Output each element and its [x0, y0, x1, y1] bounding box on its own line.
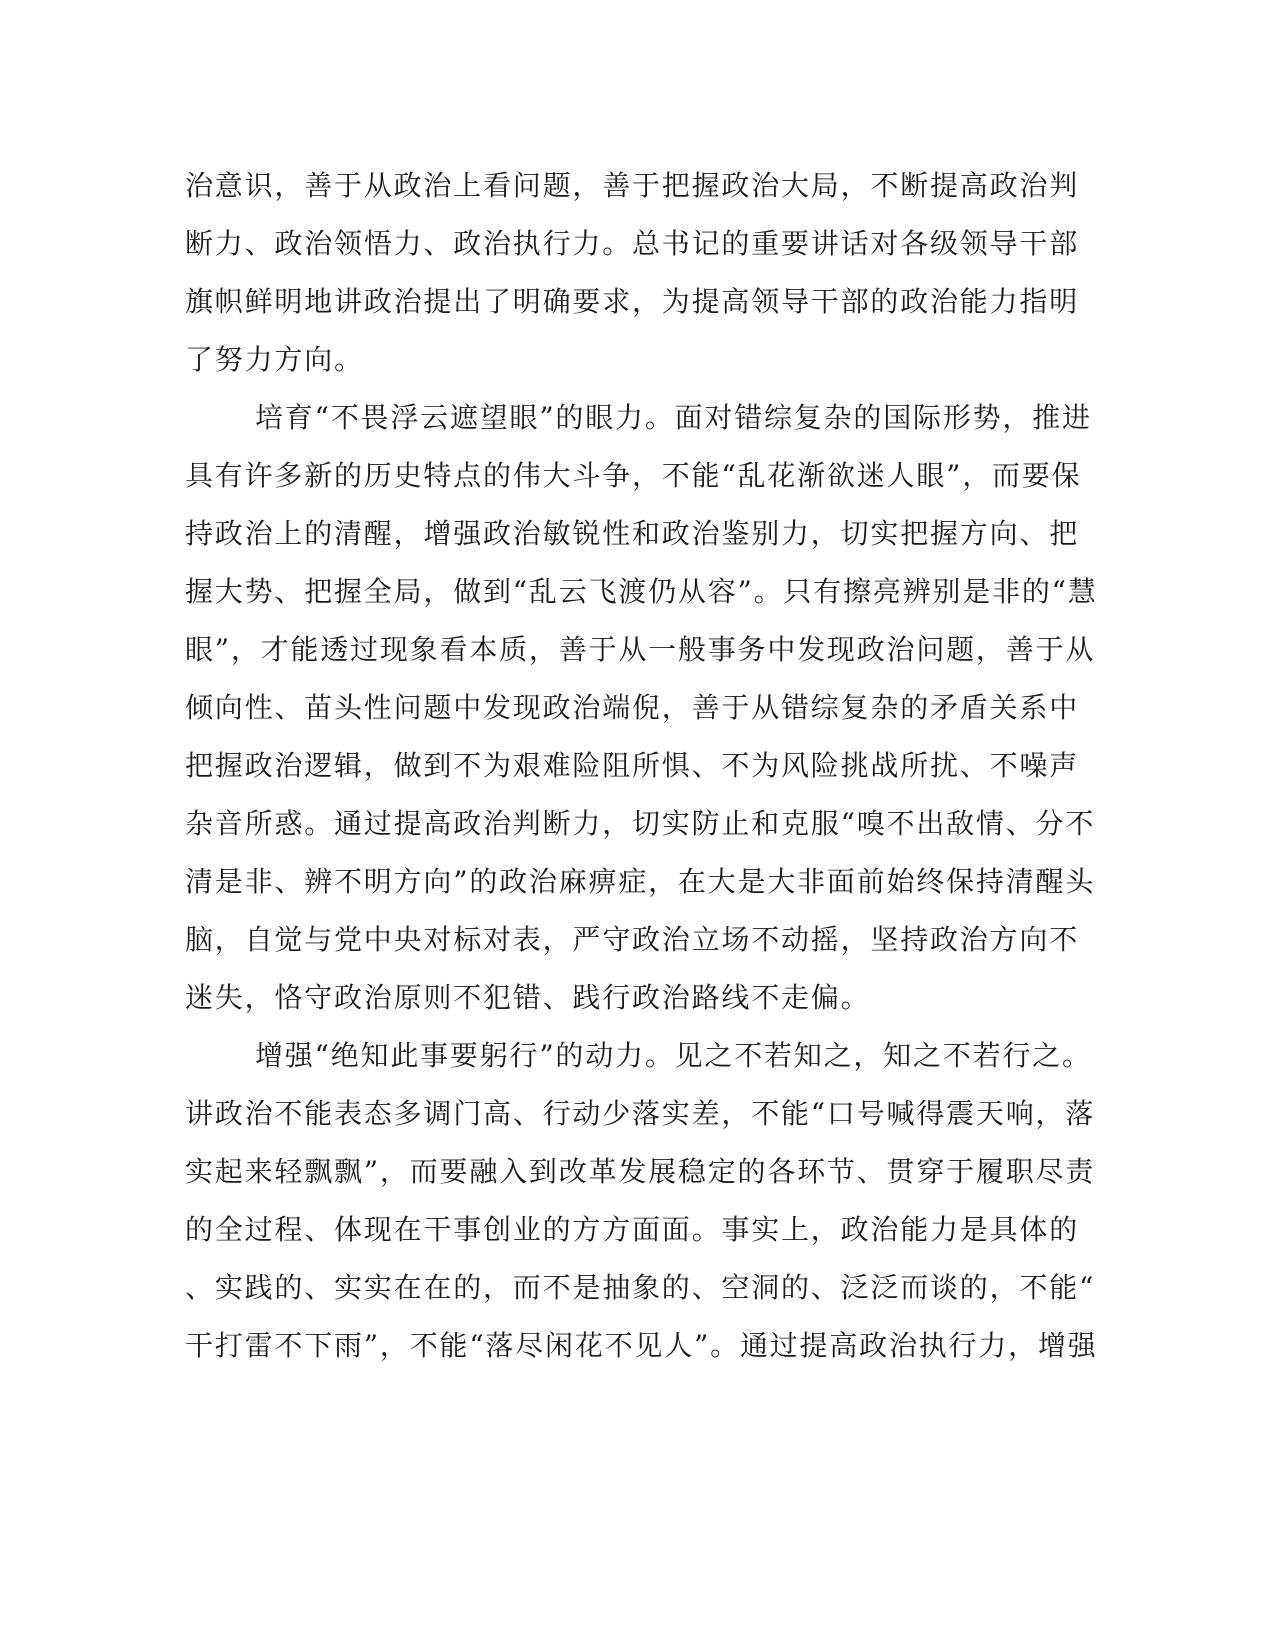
text-line: 了努力方向。: [185, 343, 364, 376]
text-line: 把握政治逻辑，做到不为艰难险阻所惧、不为风险挑战所扰、不噪声: [185, 749, 1080, 782]
text-line: 旗帜鲜明地讲政治提出了明确要求，为提高领导干部的政治能力指明: [185, 285, 1080, 318]
text-line: 、实践的、实实在在的，而不是抽象的、空洞的、泛泛而谈的，不能“: [185, 1271, 1096, 1304]
text-line: 倾向性、苗头性问题中发现政治端倪，善于从错综复杂的矛盾关系中: [185, 691, 1080, 724]
text-line: 清是非、辨不明方向”的政治麻痹症，在大是大非面前始终保持清醒头: [185, 865, 1096, 898]
text-line: 干打雷不下雨”，不能“落尽闲花不见人”。通过提高政治执行力，增强: [185, 1329, 1098, 1362]
text-line: 持政治上的清醒，增强政治敏锐性和政治鉴别力，切实把握方向、把: [185, 517, 1080, 550]
text-line: 的全过程、体现在干事创业的方方面面。事实上，政治能力是具体的: [185, 1213, 1080, 1246]
text-line: 握大势、把握全局，做到“乱云飞渡仍从容”。只有擦亮辨别是非的“慧: [185, 575, 1098, 608]
text-line: 迷失，恪守政治原则不犯错、践行政治路线不走偏。: [185, 981, 871, 1014]
text-line: 脑，自觉与党中央对标对表，严守政治立场不动摇，坚持政治方向不: [185, 923, 1080, 956]
text-line: 讲政治不能表态多调门高、行动少落实差，不能“口号喊得震天响，落: [185, 1097, 1096, 1130]
text-line: 断力、政治领悟力、政治执行力。总书记的重要讲话对各级领导干部: [185, 227, 1080, 260]
paragraph-first-line: 培育“不畏浮云遮望眼”的眼力。面对错综复杂的国际形势，推进: [255, 401, 1092, 434]
text-line: 实起来轻飘飘”，而要融入到改革发展稳定的各环节、贯穿于履职尽责: [185, 1155, 1096, 1188]
text-line: 治意识，善于从政治上看问题，善于把握政治大局，不断提高政治判: [185, 169, 1080, 202]
text-line: 杂音所惑。通过提高政治判断力，切实防止和克服“嗅不出敌情、分不: [185, 807, 1096, 840]
body-text: [185, 157, 1098, 1375]
text-line: 具有许多新的历史特点的伟大斗争，不能“乱花渐欲迷人眼”，而要保: [185, 459, 1082, 492]
paragraph-first-line: 增强“绝知此事要躬行”的动力。见之不若知之，知之不若行之。: [255, 1039, 1092, 1072]
text-line: 眼”，才能透过现象看本质，善于从一般事务中发现政治问题，善于从: [185, 633, 1096, 666]
